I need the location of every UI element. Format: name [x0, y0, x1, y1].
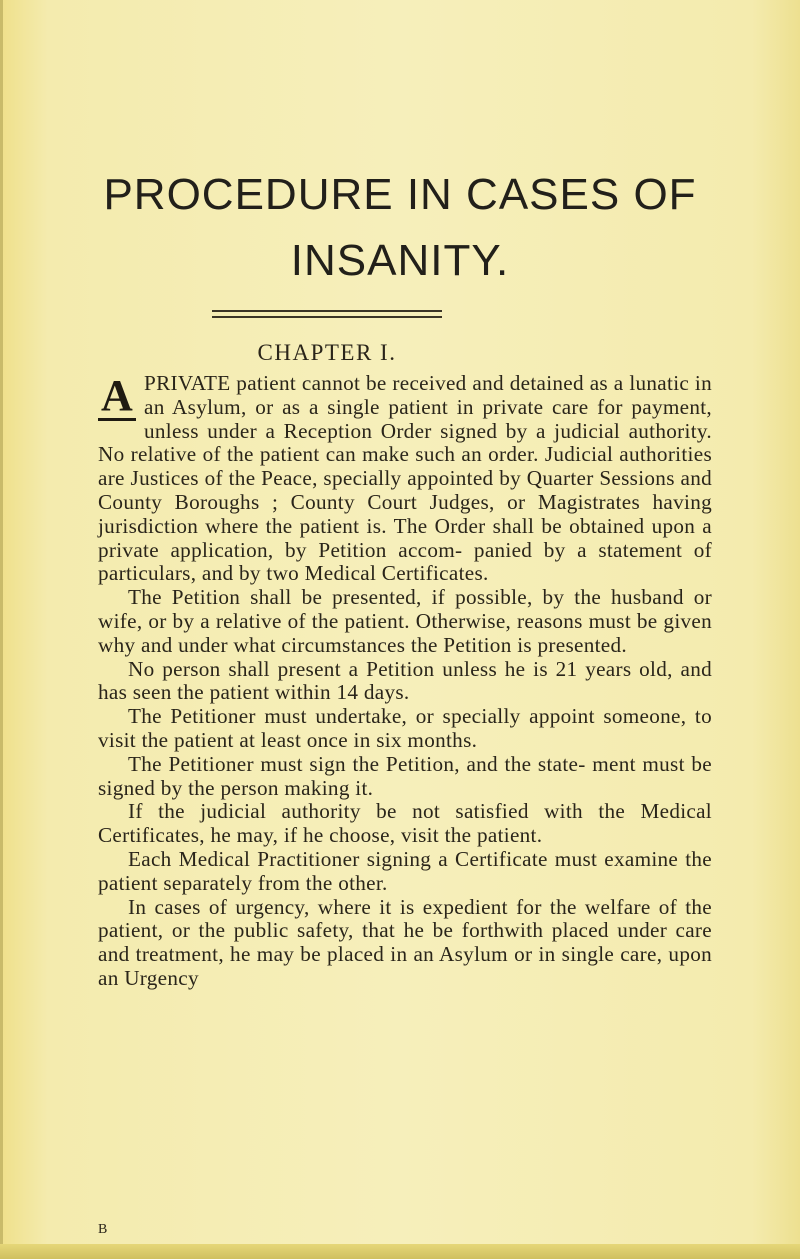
- body-text: [98, 372, 712, 991]
- paragraph-2: The Petition shall be presented, if possible, by the husband or wife, or by a relative of the patient. Otherwise, reasons must be given why and under what circumstances the Petition is presented.: [98, 585, 712, 657]
- drop-cap: A: [98, 376, 136, 421]
- paragraph-7: Each Medical Practitioner signing a Certificate must examine the patient separately from the other.: [98, 846, 712, 895]
- page-edge: [0, 0, 3, 1259]
- title-line-1: PROCEDURE IN CASES OF: [103, 170, 697, 219]
- paragraph-3: No person shall present a Petition unless he is 21 years old, and has seen the patient within 14 days.: [98, 656, 712, 705]
- title-rule-bottom: [212, 316, 442, 318]
- chapter-heading: CHAPTER I.: [257, 340, 397, 365]
- paragraph-5: The Petitioner must sign the Petition, and the state- ment must be signed by the person making it.: [98, 751, 712, 800]
- paragraph-6: If the judicial authority be not satisfied with the Medical Certificates, he may, if he choose, visit the patient.: [98, 799, 712, 848]
- title-rule-top: [212, 310, 442, 312]
- title-line-2: INSANITY.: [290, 236, 510, 285]
- paragraph-4: The Petitioner must undertake, or specially appoint someone, to visit the patient at least once in six months.: [98, 704, 712, 752]
- paragraph-8: In cases of urgency, where it is expedient for the welfare of the patient, or the public safety, that he be forthwith placed under care and treatment, he may be placed in an Asylum or in single care, upon an Urgency: [98, 894, 712, 990]
- signature-mark: B: [98, 1222, 109, 1237]
- paragraph-1: [98, 372, 712, 586]
- page-bottom-edge: [0, 1244, 800, 1259]
- paragraph-1-text: PRIVATE patient cannot be received and detained as a lunatic in an Asylum, or as a single patient in private care for payment, unless under a Reception Order signed by a judicial authority. No relative of the patient can make such an order. Judicial authorities are Justices of the Peace, specially appointed by Quarter Sessions and County Boroughs ; County Court Judges, or Magistrates having jurisdiction where the patient is. The Order shall be obtained upon a private application, by Petition accom- panied by a statement of particulars, and by two Medical Certificates.: [98, 371, 712, 586]
